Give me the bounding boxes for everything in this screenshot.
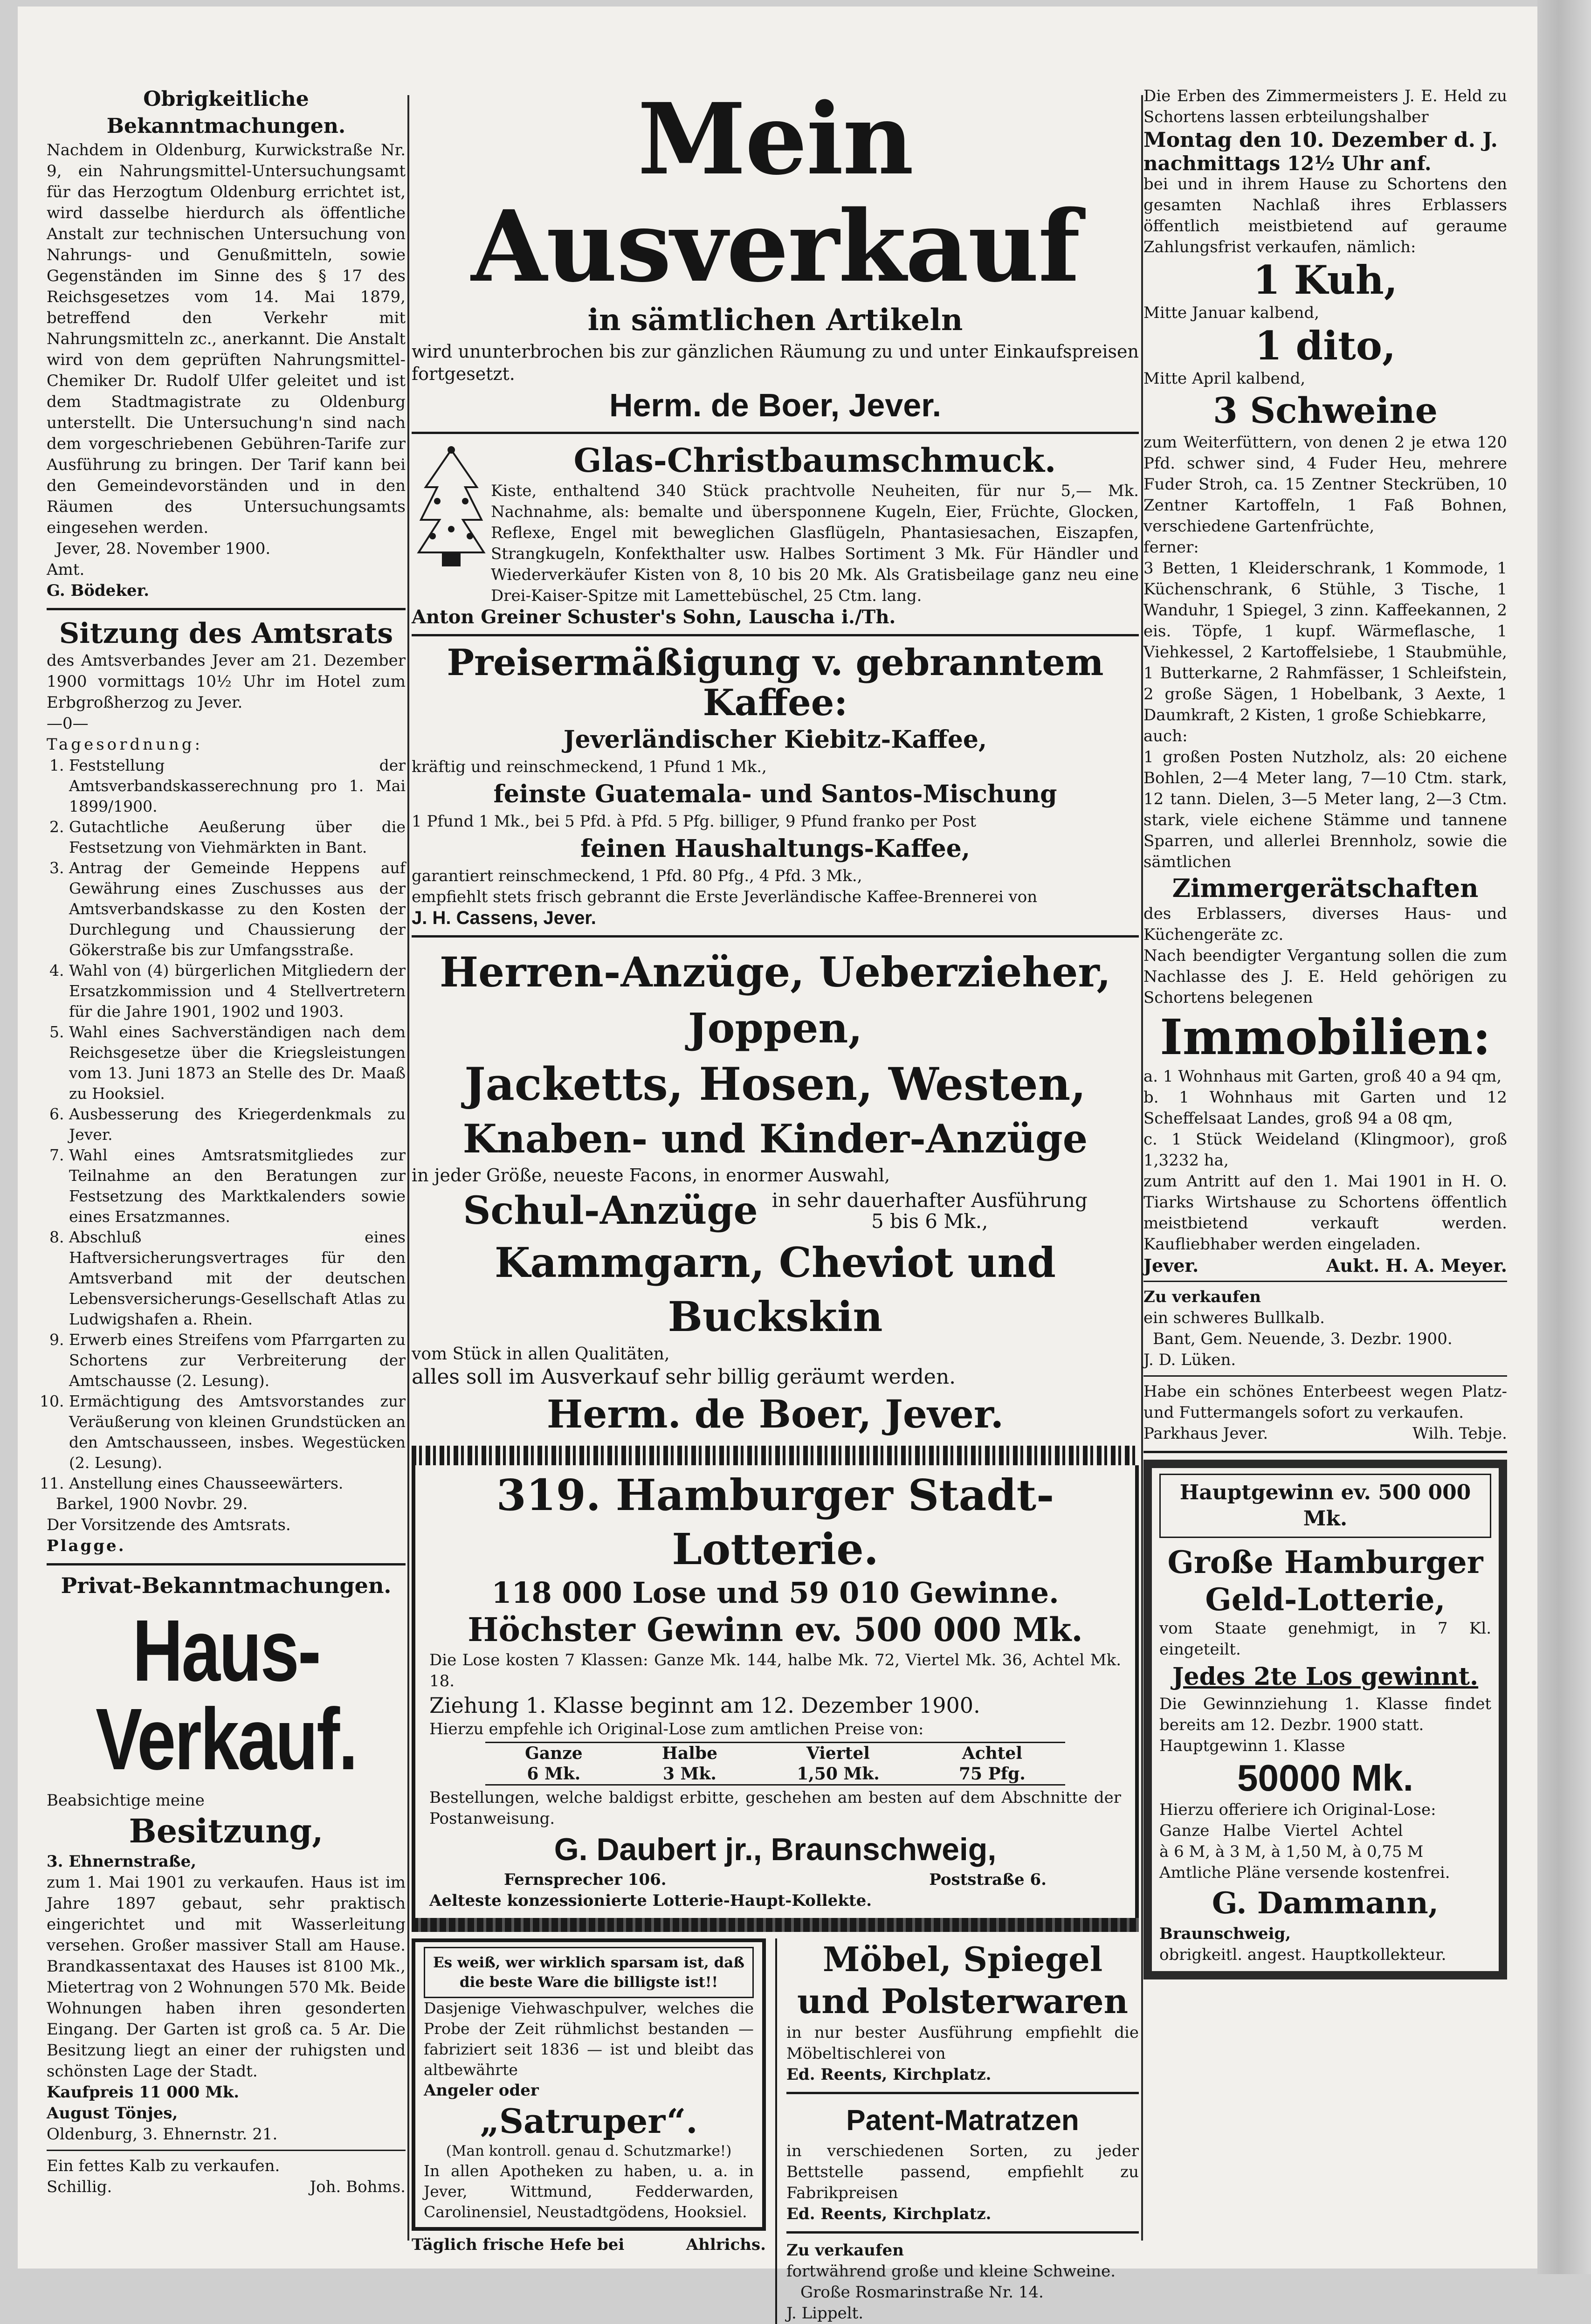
lotterie-contact [429, 1869, 1121, 1890]
herren-line-3: Knaben- und Kinder-Anzüge [462, 1116, 1088, 1162]
kalb-signature: Joh. Bohms. [310, 2178, 406, 2196]
sitzung-role: Der Vorsitzende des Amtsrats. [47, 1516, 291, 1534]
price-col-header: Viertel [806, 1744, 870, 1763]
zimmer-body: des Erblassers, diverses Haus- und Küchengeräte zc. [1143, 904, 1507, 944]
kalb-footer [47, 2177, 406, 2198]
bullkalb-place: Bant, Gem. Neuende, 3. Dezbr. 1900. [1153, 1330, 1453, 1348]
kaffee-title: Preisermäßigung v. gebranntem Kaffee: [447, 641, 1104, 724]
official-notices-title: Obrigkeitliche Bekanntmachungen. [106, 87, 346, 138]
moebel-column [786, 1938, 1139, 2324]
sitzung-separator: —0— [47, 714, 89, 733]
kuh-note: Mitte Januar kalbend, [1143, 303, 1320, 322]
lotterie-lose: 118 000 Lose und 59 010 Gewinne. [491, 1576, 1059, 1610]
price-col-header: Achtel [962, 1744, 1022, 1763]
agenda-item: 5. Wahl eines Sachverständigen nach dem Reichsgesetze über die Kriegsleistungen vom 13. Juni 1873 an Stelle des Dr. Maaß zu Hooksiel. [69, 1022, 406, 1104]
immobilie-b: b. 1 Wohnhaus mit Garten und 12 Scheffelsaat Landes, groß 94 a 08 qm, [1143, 1088, 1507, 1128]
haus-besitzung: Besitzung, [129, 1812, 324, 1850]
ornamental-border [412, 1918, 1139, 1932]
herren-line-7: vom Stück in allen Qualitäten, [412, 1345, 670, 1364]
right-column [1143, 86, 1507, 1979]
ausverkauf-title: Mein Ausverkauf [471, 82, 1080, 304]
moebel-body: in nur bester Ausführung empfiehlt die Möbeltischlerei von [786, 2023, 1139, 2063]
agenda-item: 6. Ausbesserung des Kriegerdenkmals zu Jever. [69, 1104, 406, 1145]
column-rule-right [1141, 95, 1143, 2241]
geld-city: Braunschweig, [1159, 1924, 1291, 1943]
official-notice-signature: G. Bödeker. [47, 581, 150, 600]
page-edge [1537, 0, 1591, 2274]
ausverkauf-firm: Herm. de Boer, Jever. [609, 387, 942, 423]
divider [47, 1563, 406, 1565]
lotterie-post: Poststraße 6. [929, 1870, 1047, 1889]
rind-body: Habe ein schönes Enterbeest wegen Platz- und Futtermangels sofort zu verkaufen. [1143, 1382, 1507, 1422]
herren-line-8: alles soll im Ausverkauf sehr billig geräumt werden. [412, 1365, 956, 1389]
geld-amount: 50000 Mk. [1237, 1757, 1414, 1799]
kuh: 1 Kuh, [1253, 257, 1398, 303]
schul-price: 5 bis 6 Mk., [871, 1210, 988, 1233]
schweine-address: Große Rosmarinstraße Nr. 14. [800, 2283, 1044, 2302]
dito: 1 dito, [1254, 323, 1396, 369]
haus-heading-1: Haus- [132, 1601, 320, 1699]
ferner: ferner: [1143, 538, 1199, 557]
agenda-item: 9. Erwerb eines Streifens vom Pfarrgarten zu Schortens zur Verbreiterung der Amtschausse (2. Lesung). [69, 1330, 406, 1391]
hefe-name: Ahlrichs. [686, 2235, 766, 2254]
moebel-firm: Ed. Reents, Kirchplatz. [786, 2065, 992, 2084]
zimmergeraetschaften: Zimmergerätschaften [1172, 873, 1479, 903]
lotterie-telefon: Fernsprecher 106. [504, 1870, 667, 1889]
lotterie-ad [412, 1465, 1139, 1918]
geld-hierzu: Hierzu offeriere ich Original-Lose: [1159, 1800, 1436, 1819]
agenda-item: 3. Antrag der Gemeinde Heppens auf Gewährung eines Zuschusses aus der Amtsverbandskasse zu den Kosten der Durchlegung und Chaussierung der Gökerstraße bis zur Umfangsstraße. [69, 858, 406, 960]
kaffee-item-1-detail: kräftig und reinschmeckend, 1 Pfund 1 Mk., [412, 758, 767, 776]
bullkalb-body: ein schweres Bullkalb. [1143, 1309, 1325, 1327]
lotterie-hoechster-gewinn: Höchster Gewinn ev. 500 000 Mk. [468, 1610, 1083, 1649]
immobilien-signature: Aukt. H. A. Meyer. [1326, 1255, 1507, 1276]
rind-signature: Wilh. Tebje. [1412, 1424, 1507, 1443]
kaffee-item-1: Jeverländischer Kiebitz-Kaffee, [563, 725, 987, 754]
bottom-ads-row [412, 1938, 1139, 2324]
lotterie-price-table [485, 1742, 1065, 1786]
herren-line-1: Herren-Anzüge, Ueberzieher, Joppen, [440, 948, 1111, 1052]
kaffee-firm: J. H. Cassens, Jever. [412, 908, 596, 928]
agenda-item: 1. Feststellung der Amtsverbandskasserechnung pro 1. Mai 1899/1900. [69, 755, 406, 817]
lotterie-firm: G. Daubert jr., Braunschweig, [554, 1832, 997, 1867]
satruper-body: Dasjenige Viehwaschpulver, welches die Probe der Zeit rühmlichst bestanden — fabriziert seit 1836 — ist und bleibt das altbewährte [424, 1999, 754, 2079]
sitzung-intro: des Amtsverbandes Jever am 21. Dezember 1900 vormittags 10½ Uhr im Hotel zum Erbgroßherzog zu Jever. [47, 651, 406, 712]
kaffee-item-3-detail: garantiert reinschmeckend, 1 Pfd. 80 Pfg., 4 Pfd. 3 Mk., [412, 867, 862, 885]
divider [786, 2092, 1139, 2094]
sitzung-signature: Plagge. [47, 1537, 126, 1555]
schul-anzuege: Schul-Anzüge [463, 1188, 758, 1233]
geld-staat: vom Staate genehmigt, in 7 Kl. eingeteilt. [1159, 1619, 1491, 1659]
satruper-name: „Satruper“. [480, 2101, 698, 2141]
geld-jedes: Jedes 2te Los gewinnt. [1172, 1662, 1479, 1691]
satruper-apotheken: In allen Apotheken zu haben, u. a. in Jever, Wittmund, Fedderwarden, Carolinensiel, Neustadtgödens, Hooksiel. [424, 2162, 754, 2221]
divider [1143, 1375, 1507, 1377]
kaffee-item-2: feinste Guatemala- und Santos-Mischung [493, 780, 1057, 808]
lotterie-kollekte: Aelteste konzessionierte Lotterie-Haupt-Kollekte. [429, 1891, 872, 1910]
price-value: 6 Mk. [527, 1764, 581, 1784]
ornamental-border [412, 1446, 1139, 1465]
agenda-item: 11. Anstellung eines Chausseewärters. [69, 1473, 406, 1494]
agenda-item: 7. Wahl eines Amtsratsmitgliedes zur Teilnahme an den Beratungen zur Festsetzung des Marktkalenders sowie eines Ersatzmannes. [69, 1145, 406, 1227]
kaffee-item-3: feinen Haushaltungs-Kaffee, [580, 834, 970, 863]
erben-body: bei und in ihrem Hause zu Schortens den gesamten Nachlaß ihres Erblassers öffentlich meistbietend auf geraume Zahlungsfrist verkaufen, nämlich: [1143, 175, 1507, 256]
auch: auch: [1143, 727, 1188, 745]
haus-body: zum 1. Mai 1901 zu verkaufen. Haus ist im Jahre 1897 gebaut, sehr praktisch eingerichtet und mit Wasserleitung versehen. Großer massiver Stall am Hause. Brandkassentaxat des Hauses ist 8100 Mk., Mietertrag von 2 Wohnungen 570 Mk. Beide Wohnungen haben ihren gesonderten Eingang. Der Garten ist groß ca. 5 Ar. Die Besitzung liegt an einer der ruhigsten und schönsten Lage der Stadt. [47, 1873, 406, 2081]
divider [47, 2150, 406, 2151]
glas-body: Kiste, enthaltend 340 Stück prachtvolle Neuheiten, für nur 5,— Mk. Nachnahme, als: bemalte und übersponnene Kugeln, Eier, Früchte, Glocken, Reflexe, Engel mit beweglichen Glasflügeln, Phantasiesachen, Eiszapfen, Strangkugeln, Konfekthalter usw. Halbes Sortiment 3 Mk. Für Händler und Wiederverkäufer Kisten von 8, 10 bis 20 Mk. Als Gratisbeilage ganz neu eine Drei-Kaiser-Spitze mit Lamettebüschel, 25 Ctm. lang. [491, 482, 1139, 605]
schul-detail: in sehr dauerhafter Ausführung [771, 1189, 1088, 1212]
haus-price: Kaufpreis 11 000 Mk. [47, 2083, 240, 2102]
rind-place: Parkhaus Jever. [1143, 1424, 1268, 1443]
haus-intro: Beabsichtige meine [47, 1791, 205, 1810]
haus-signature-place: Oldenburg, 3. Ehnernstr. 21. [47, 2125, 278, 2144]
herren-line-2: Jacketts, Hosen, Westen, [464, 1058, 1086, 1110]
lotterie-hierzu: Hierzu empfehle ich Original-Lose zum amtlichen Preise von: [429, 1720, 924, 1738]
geld-prices: à 6 M, à 3 M, à 1,50 M, à 0,75 M [1159, 1842, 1424, 1861]
official-notice-body: Nachdem in Oldenburg, Kurwickstraße Nr. 9, ein Nahrungsmittel-Untersuchungsamt für das Herzogtum Oldenburg errichtet ist, wird dasselbe hierdurch als öffentliche Anstalt zur technischen Untersuchung von Nahrungs- und Genußmitteln, sowie Gegenständen im Sinne des § 17 des Reichsgesetzes vom 14. Mai 1879, betreffend den Verkehr mit Nahrungsmitteln zc., anerkannt. Die Anstalt wird von dem geprüften Nahrungsmittel-Chemiker Dr. Rudolf Ulfer geleitet und ist dem Stadtmagistrate zu Oldenburg unterstellt. Die Untersuchung'n sind nach dem vorgeschriebenen Gebühren-Tarife zur Ausführung zu bringen. Der Tarif kann bei den Gemeindevorständen und in den Räumen des Untersuchungsamts eingesehen werden. [47, 141, 406, 537]
geld-ziehung: Die Gewinnziehung 1. Klasse findet bereits am 12. Dezbr. 1900 statt. [1159, 1695, 1491, 1734]
official-notice-amt: Amt. [47, 560, 85, 579]
hefe-line [412, 2234, 766, 2255]
immobilien: Immobilien: [1160, 1008, 1491, 1066]
agenda-heading: Tagesordnung: [47, 735, 203, 754]
geld-top: Hauptgewinn ev. 500 000 Mk. [1159, 1474, 1491, 1538]
erben-intro: Die Erben des Zimmermeisters J. E. Held zu Schortens lassen erbteilungshalber [1143, 87, 1507, 126]
erben-date: Montag den 10. Dezember d. J. [1143, 128, 1498, 152]
column-rule-inner [775, 1938, 777, 2324]
newspaper-page [18, 7, 1537, 2323]
herren-firm: Herm. de Boer, Jever. [546, 1392, 1004, 1437]
ausverkauf-body: wird ununterbrochen bis zur gänzlichen Räumung zu und unter Einkaufspreisen fortgesetzt. [412, 341, 1139, 384]
satruper-head: Es weiß, wer wirklich sparsam ist, daß die beste Ware die billigste ist!! [424, 1947, 754, 1998]
immobilie-c: c. 1 Stück Weideland (Klingmoor), groß 1,3232 ha, [1143, 1130, 1507, 1170]
kalb-title: Ein fettes Kalb zu verkaufen. [47, 2157, 280, 2175]
agenda-list [47, 755, 406, 1494]
sitzung-date: Barkel, 1900 Novbr. 29. [56, 1495, 248, 1513]
bullkalb-title: Zu verkaufen [1143, 1288, 1261, 1306]
schul-anzuege-row [412, 1186, 1139, 1235]
rind-footer [1143, 1423, 1507, 1444]
agenda-item: 2. Gutachtliche Aeußerung über die Festsetzung von Viehmärkten in Bant. [69, 817, 406, 858]
dito-note: Mitte April kalbend, [1143, 369, 1306, 388]
ferner-body: 3 Betten, 1 Kleiderschrank, 1 Kommode, 1 Küchenschrank, 6 Stühle, 3 Tische, 1 Wanduhr, 1 Spiegel, 3 zinn. Kaffeekannen, 2 eis. Töpfe, 1 kupf. Wärmeflasche, 1 Viehkessel, 2 Kartoffelsiebe, 1 Staubmühle, 1 Butterkarne, 2 Rahmfässer, 1 Schleifstein, 2 große Sägen, 1 Hobelbank, 3 Aexte, 1 Daumkraft, 2 Kisten, 1 große Schiebkarre, [1143, 559, 1507, 724]
glas-firm: Anton Greiner Schuster's Sohn, Lauscha i./Th. [412, 606, 896, 628]
kalb-place: Schillig. [47, 2178, 112, 2196]
private-notices-title: Privat-Bekanntmachungen. [61, 1573, 392, 1598]
divider [412, 432, 1139, 434]
geld-firm: G. Dammann, [1212, 1886, 1439, 1921]
lotterie-bestellungen: Bestellungen, welche baldigst erbitte, geschehen am besten auf dem Abschnitte der Postanweisung. [429, 1788, 1121, 1828]
geld-role: obrigkeitl. angest. Hauptkollekteur. [1159, 1945, 1446, 1964]
divider [47, 608, 406, 610]
hefe-text: Täglich frische Hefe bei [412, 2235, 625, 2254]
immobilien-body: zum Antritt auf den 1. Mai 1901 in H. O. Tiarks Wirtshause zu Schortens öffentlich meistbietend verkauft werden. Kaufliebhaber werden eingeladen. [1143, 1172, 1507, 1254]
christmas-tree-icon [416, 445, 486, 571]
satruper-mark: (Man kontroll. genau d. Schutzmarke!) [446, 2143, 732, 2159]
geld-cols: Ganze Halbe Viertel Achtel [1159, 1821, 1403, 1840]
matratzen-body: in verschiedenen Sorten, zu jeder Bettstelle passend, empfiehlt zu Fabrikpreisen [786, 2142, 1139, 2202]
bullkalb-signature: J. D. Lüken. [1143, 1351, 1236, 1369]
immobilien-footer [1143, 1255, 1507, 1276]
geld-title: Große Hamburger Geld-Lotterie, [1167, 1544, 1483, 1618]
price-value: 1,50 Mk. [797, 1764, 880, 1784]
kaffee-item-2-detail: 1 Pfund 1 Mk., bei 5 Pfd. à Pfd. 5 Pfg. billiger, 9 Pfund franko per Post [412, 812, 977, 831]
middle-column [412, 82, 1139, 2324]
herren-line-4: in jeder Größe, neueste Facons, in enormer Auswahl, [412, 1165, 890, 1186]
lotterie-title: 319. Hamburger Stadt-Lotterie. [496, 1470, 1054, 1574]
immobilien-place: Jever. [1143, 1255, 1199, 1276]
matratzen-firm: Ed. Reents, Kirchplatz. [786, 2205, 992, 2223]
divider [412, 634, 1139, 636]
divider [412, 935, 1139, 938]
divider [1143, 1281, 1507, 1282]
price-value: 3 Mk. [662, 1764, 716, 1784]
satruper-ad [412, 1938, 766, 2324]
haus-heading-2: Verkauf. [96, 1690, 357, 1788]
satruper-angeler: Angeler oder [424, 2081, 539, 2100]
geld-hauptgewinn: Hauptgewinn 1. Klasse [1159, 1737, 1345, 1755]
price-col-header: Ganze [525, 1744, 583, 1763]
herren-line-6: Kammgarn, Cheviot und Buckskin [495, 1238, 1056, 1341]
schweine-body: fortwährend große und kleine Schweine. [786, 2262, 1116, 2281]
vergantung: Nach beendigter Vergantung sollen die zum Nachlasse des J. E. Held gehörigen zu Schortens belegenen [1143, 946, 1507, 1007]
ausverkauf-subtitle: in sämtlichen Artikeln [587, 303, 963, 338]
schweine: 3 Schweine [1212, 390, 1438, 431]
lotterie-ziehung: Ziehung 1. Klasse beginnt am 12. Dezember 1900. [429, 1693, 980, 1718]
divider [786, 2231, 1139, 2234]
geld-plaene: Amtliche Pläne versende kostenfrei. [1159, 1863, 1450, 1882]
official-notice-date: Jever, 28. November 1900. [56, 539, 271, 558]
glas-title: Glas-Christbaumschmuck. [573, 441, 1056, 480]
haus-address: 3. Ehnernstraße, [47, 1852, 197, 1871]
erben-time: nachmittags 12½ Uhr anf. [1143, 152, 1432, 175]
matratzen-title: Patent-Matratzen [846, 2104, 1079, 2137]
schweine-title: Zu verkaufen [786, 2241, 904, 2260]
schweine-signature: J. Lippelt. [786, 2304, 864, 2323]
haus-signature: August Tönjes, [47, 2104, 178, 2123]
sitzung-title: Sitzung des Amtsrats [59, 617, 393, 650]
nutzholz: 1 großen Posten Nutzholz, als: 20 eichene Bohlen, 2—4 Meter lang, 7—10 Ctm. stark, 12 tann. Dielen, 3—5 Meter lang, 2—3 Ctm. stark, viele eichene Stämme und tannene Sparren, und allerlei Brennholz, sowie die sämtlichen [1143, 748, 1507, 871]
divider [1143, 1451, 1507, 1453]
moebel-title: Möbel, Spiegel und Polsterwaren [797, 1939, 1128, 2021]
column-rule-left [407, 95, 409, 2241]
kaffee-body: empfiehlt stets frisch gebrannt die Erste Jeverländische Kaffee-Brennerei von [412, 888, 1038, 906]
geld-lotterie-ad [1143, 1460, 1507, 1979]
schweine-body: zum Weiterfüttern, von denen 2 je etwa 120 Pfd. schwer sind, 4 Fuder Heu, mehrere Fuder Stroh, ca. 15 Zentner Steckrüben, 10 Zentner Kartoffeln, 1 Faß Bohnen, verschiedene Gartenfrüchte, [1143, 433, 1507, 536]
price-col-header: Halbe [661, 1744, 717, 1763]
agenda-item: 10. Ermächtigung des Amtsvorstandes zur Veräußerung von kleinen Grundstücken an den Amtschausseen, insbes. Wegestücken (2. Lesung). [69, 1391, 406, 1473]
agenda-item: 8. Abschluß eines Haftversicherungsvertrages für den Amtsverband mit der deutschen Lebensversicherungs-Gesellschaft Atlas zu Ludwigshafen a. Rhein. [69, 1227, 406, 1330]
left-column [47, 86, 406, 2198]
agenda-item: 4. Wahl von (4) bürgerlichen Mitgliedern der Ersatzkommission und 4 Stellvertretern für die Jahre 1901, 1902 und 1903. [69, 960, 406, 1022]
immobilie-a: a. 1 Wohnhaus mit Garten, groß 40 a 94 qm, [1143, 1067, 1502, 1086]
lotterie-preise: Die Lose kosten 7 Klassen: Ganze Mk. 144, halbe Mk. 72, Viertel Mk. 36, Achtel Mk. 18. [429, 1651, 1121, 1690]
price-value: 75 Pfg. [958, 1764, 1026, 1784]
glas-ad [412, 441, 1139, 628]
